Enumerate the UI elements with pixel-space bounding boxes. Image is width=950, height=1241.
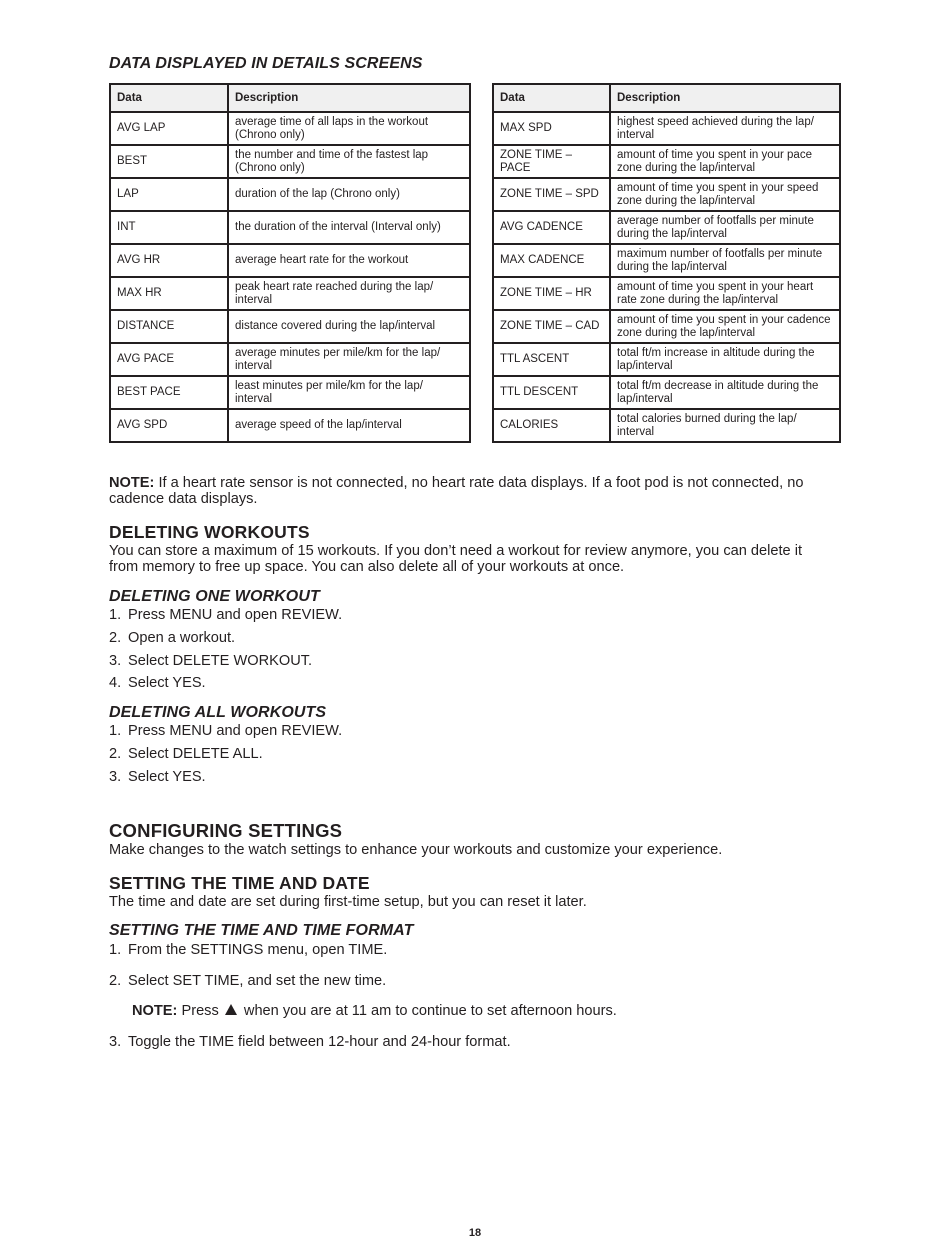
data-cell: AVG HR — [110, 244, 228, 277]
description-cell: total ft/m decrease in altitude during the lap/interval — [610, 376, 840, 409]
step-text: Select DELETE ALL. — [128, 746, 263, 762]
step-text: From the SETTINGS menu, open TIME. — [128, 942, 388, 958]
table-row — [110, 211, 470, 244]
step-text: Open a workout. — [128, 630, 236, 646]
table-row — [493, 211, 840, 244]
page-number: 18 — [468, 1227, 482, 1239]
data-cell: DISTANCE — [110, 310, 228, 343]
data-cell: AVG LAP — [110, 112, 228, 145]
table-row — [493, 409, 840, 442]
data-cell: ZONE TIME – CAD — [493, 310, 610, 343]
step-text: Select YES. — [128, 769, 206, 785]
description-cell: highest speed achieved during the lap/ interval — [610, 112, 840, 145]
note-line-2: cadence data displays. — [109, 491, 258, 507]
description-cell: amount of time you spent in your heart rate zone during the lap/interval — [610, 277, 840, 310]
step-text: Toggle the TIME field between 12-hour and 24-hour format. — [128, 1034, 511, 1050]
description-cell: average minutes per mile/km for the lap/ interval — [228, 343, 470, 376]
table-row — [110, 376, 470, 409]
right-data-table — [492, 83, 841, 443]
list-item — [109, 630, 235, 646]
table-row — [493, 178, 840, 211]
description-cell: average number of footfalls per minute during the lap/interval — [610, 211, 840, 244]
table-row — [110, 343, 470, 376]
step-number: 1. — [109, 942, 122, 958]
table-row — [110, 145, 470, 178]
description-cell: amount of time you spent in your cadence zone during the lap/interval — [610, 310, 840, 343]
step-text: Select YES. — [128, 675, 206, 691]
time-format-note — [132, 1003, 617, 1019]
table-row — [493, 112, 840, 145]
step-number: 2. — [109, 973, 122, 989]
description-cell: peak heart rate reached during the lap/ interval — [228, 277, 470, 310]
description-cell: amount of time you spent in your speed zone during the lap/interval — [610, 178, 840, 211]
configuring-settings-text: Make changes to the watch settings to enhance your workouts and customize your experience. — [109, 842, 723, 858]
deleting-one-heading: DELETING ONE WORKOUT — [109, 588, 320, 605]
data-cell: INT — [110, 211, 228, 244]
left-data-table — [109, 83, 471, 443]
table-row — [493, 145, 840, 178]
step-text: Press MENU and open REVIEW. — [128, 607, 343, 623]
note-line-1: If a heart rate sensor is not connected, no heart rate data displays. If a foot pod is not connected, no — [158, 475, 804, 491]
data-cell: LAP — [110, 178, 228, 211]
table-row — [493, 343, 840, 376]
data-cell: TTL DESCENT — [493, 376, 610, 409]
deleting-workouts-line-2: from memory to free up space. You can also delete all of your workouts at once. — [109, 559, 625, 575]
list-item — [109, 675, 206, 691]
data-cell: CALORIES — [493, 409, 610, 442]
list-item — [109, 1034, 511, 1050]
description-cell: duration of the lap (Chrono only) — [228, 178, 470, 211]
header-description: Description — [610, 84, 840, 112]
data-cell: BEST PACE — [110, 376, 228, 409]
list-item — [109, 746, 263, 762]
table-row — [493, 244, 840, 277]
description-cell: amount of time you spent in your pace zone during the lap/interval — [610, 145, 840, 178]
step-number: 2. — [109, 746, 122, 762]
list-item — [109, 769, 206, 785]
header-description: Description — [228, 84, 470, 112]
step-text: Press MENU and open REVIEW. — [128, 723, 343, 739]
configuring-settings-heading: CONFIGURING SETTINGS — [109, 820, 343, 841]
data-cell: AVG CADENCE — [493, 211, 610, 244]
data-cell: TTL ASCENT — [493, 343, 610, 376]
data-cell: AVG SPD — [110, 409, 228, 442]
step-number: 1. — [109, 607, 122, 623]
list-item — [109, 973, 386, 989]
table-row — [110, 310, 470, 343]
description-cell: least minutes per mile/km for the lap/ interval — [228, 376, 470, 409]
data-cell: ZONE TIME – PACE — [493, 145, 610, 178]
heart-rate-note — [109, 475, 803, 507]
description-cell: maximum number of footfalls per minute during the lap/interval — [610, 244, 840, 277]
time-date-text: The time and date are set during first-time setup, but you can reset it later. — [109, 894, 587, 910]
data-cell: MAX HR — [110, 277, 228, 310]
table-row — [110, 409, 470, 442]
deleting-workouts-heading: DELETING WORKOUTS — [109, 522, 310, 542]
data-cell: MAX SPD — [493, 112, 610, 145]
description-cell: total ft/m increase in altitude during the lap/interval — [610, 343, 840, 376]
deleting-workouts-line-1: You can store a maximum of 15 workouts. If you don’t need a workout for review anymore, you can delete it — [109, 543, 803, 559]
header-data: Data — [493, 84, 610, 112]
data-cell: MAX CADENCE — [493, 244, 610, 277]
table-header-row — [493, 84, 840, 112]
description-cell: average time of all laps in the workout (Chrono only) — [228, 112, 470, 145]
description-cell: average speed of the lap/interval — [228, 409, 470, 442]
time-format-heading: SETTING THE TIME AND TIME FORMAT — [109, 922, 414, 939]
time-date-heading: SETTING THE TIME AND DATE — [109, 873, 370, 893]
step-text: Select DELETE WORKOUT. — [128, 653, 313, 669]
table-row — [493, 277, 840, 310]
deleting-all-heading: DELETING ALL WORKOUTS — [109, 704, 327, 721]
description-cell: total calories burned during the lap/ interval — [610, 409, 840, 442]
table-row — [493, 376, 840, 409]
step-number: 4. — [109, 675, 122, 691]
note-post-text: when you are at 11 am to continue to set afternoon hours. — [243, 1003, 617, 1019]
description-cell: average heart rate for the workout — [228, 244, 470, 277]
table-row — [110, 244, 470, 277]
note-label: NOTE: — [132, 1003, 178, 1019]
data-cell: AVG PACE — [110, 343, 228, 376]
note-pre-text: Press — [181, 1003, 219, 1019]
step-number: 3. — [109, 1034, 122, 1050]
note-label: NOTE: — [109, 475, 155, 491]
step-number: 3. — [109, 769, 122, 785]
table-row — [110, 112, 470, 145]
step-number: 3. — [109, 653, 122, 669]
table-row — [493, 310, 840, 343]
step-number: 2. — [109, 630, 122, 646]
data-cell: BEST — [110, 145, 228, 178]
table-row — [110, 277, 470, 310]
table-header-row — [110, 84, 470, 112]
description-cell: distance covered during the lap/interval — [228, 310, 470, 343]
table-row — [110, 178, 470, 211]
description-cell: the number and time of the fastest lap (Chrono only) — [228, 145, 470, 178]
list-item — [109, 942, 387, 958]
list-item — [109, 607, 342, 623]
description-cell: the duration of the interval (Interval only) — [228, 211, 470, 244]
up-triangle-icon — [225, 1004, 237, 1015]
data-cell: ZONE TIME – HR — [493, 277, 610, 310]
data-cell: ZONE TIME – SPD — [493, 178, 610, 211]
step-number: 1. — [109, 723, 122, 739]
list-item — [109, 723, 342, 739]
header-data: Data — [110, 84, 228, 112]
deleting-workouts-text — [109, 543, 802, 575]
list-item — [109, 653, 312, 669]
step-text: Select SET TIME, and set the new time. — [128, 973, 387, 989]
details-heading: DATA DISPLAYED IN DETAILS SCREENS — [109, 55, 423, 72]
